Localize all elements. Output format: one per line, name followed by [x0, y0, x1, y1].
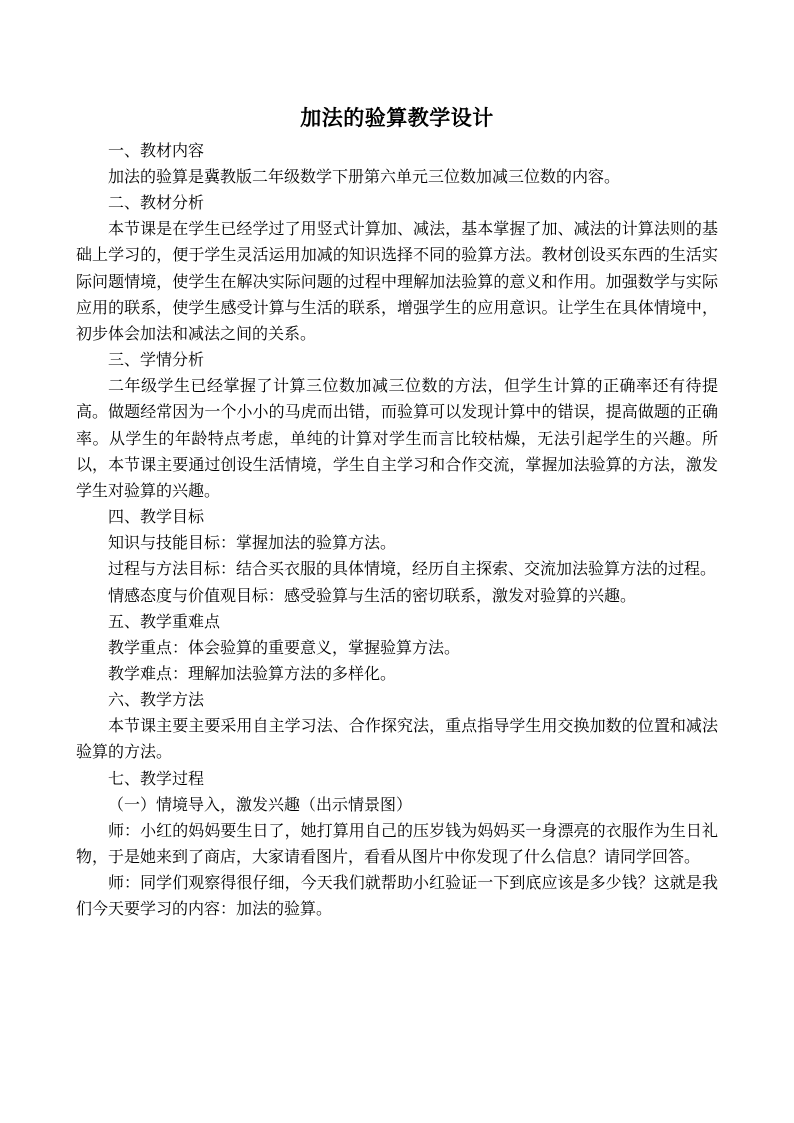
paragraph-learner-analysis: 二年级学生已经掌握了计算三位数加减三位数的方法，但学生计算的正确率还有待提高。做题经常因为一个小小的马虎而出错，而验算可以发现计算中的错误，提高做题的正确率。从学生的年龄特点考虑，单纯的计算对学生而言比较枯燥，无法引起学生的兴趣。所以，本节课主要通过创设生活情境，学生自主学习和合作交流，掌握加法验算的方法，激发学生对验算的兴趣。	[76, 376, 718, 501]
paragraph-materials: 加法的验算是冀教版二年级数学下册第六单元三位数加减三位数的内容。	[108, 167, 621, 186]
paragraph-key-point: 教学重点：体会验算的重要意义，掌握验算方法。	[108, 637, 461, 657]
paragraph-teacher-topic: 师：同学们观察得很仔细，今天我们就帮助小红验证一下到底应该是多少钱？这就是我们今天要学习的内容：加法的验算。	[76, 873, 718, 919]
paragraph-teacher-intro: 师：小红的妈妈要生日了，她打算用自己的压岁钱为妈妈买一身漂亮的衣服作为生日礼物，于是她来到了商店，大家请看图片，看看从图片中你发现了什么信息？请同学回答。	[76, 820, 718, 866]
paragraph-objective-process: 过程与方法目标：结合买衣服的具体情境，经历自主探索、交流加法验算方法的过程。	[108, 559, 717, 579]
paragraph-objective-attitude: 情感态度与价值观目标：感受验算与生活的密切联系，激发对验算的兴趣。	[108, 585, 637, 605]
section-heading-methods: 六、教学方法	[108, 690, 205, 710]
section-heading-key-points: 五、教学重难点	[108, 611, 221, 631]
paragraph-methods: 本节课主要主要采用自主学习法、合作探究法，重点指导学生用交换加数的位置和减法验算的方法。	[76, 716, 718, 762]
section-heading-learner-analysis: 三、学情分析	[108, 350, 205, 370]
paragraph-analysis: 本节课是在学生已经学过了用竖式计算加、减法，基本掌握了加、减法的计算法则的基础上学习的，便于学生灵活运用加减的知识选择不同的验算方法。教材创设买东西的生活实际问题情境，使学生在解决实际问题的过程中理解加法验算的意义和作用。加强数学与实际应用的联系，使学生感受计算与生活的联系，增强学生的应用意识。让学生在具体情境中，初步体会加法和减法之间的关系。	[76, 219, 718, 344]
document-page	[76, 100, 718, 922]
section-heading-analysis: 二、教材分析	[108, 193, 205, 213]
section-heading-process: 七、教学过程	[108, 768, 205, 788]
paragraph-objective-knowledge: 知识与技能目标：掌握加法的验算方法。	[108, 533, 397, 553]
section-heading-objectives: 四、教学目标	[108, 507, 205, 527]
document-title: 加法的验算教学设计	[300, 106, 494, 130]
paragraph-difficult-point: 教学难点：理解加法验算方法的多样化。	[108, 664, 397, 684]
subsection-heading-introduction: （一）情境导入，激发兴趣（出示情景图）	[108, 794, 413, 814]
section-heading-materials: 一、教材内容	[108, 141, 205, 160]
